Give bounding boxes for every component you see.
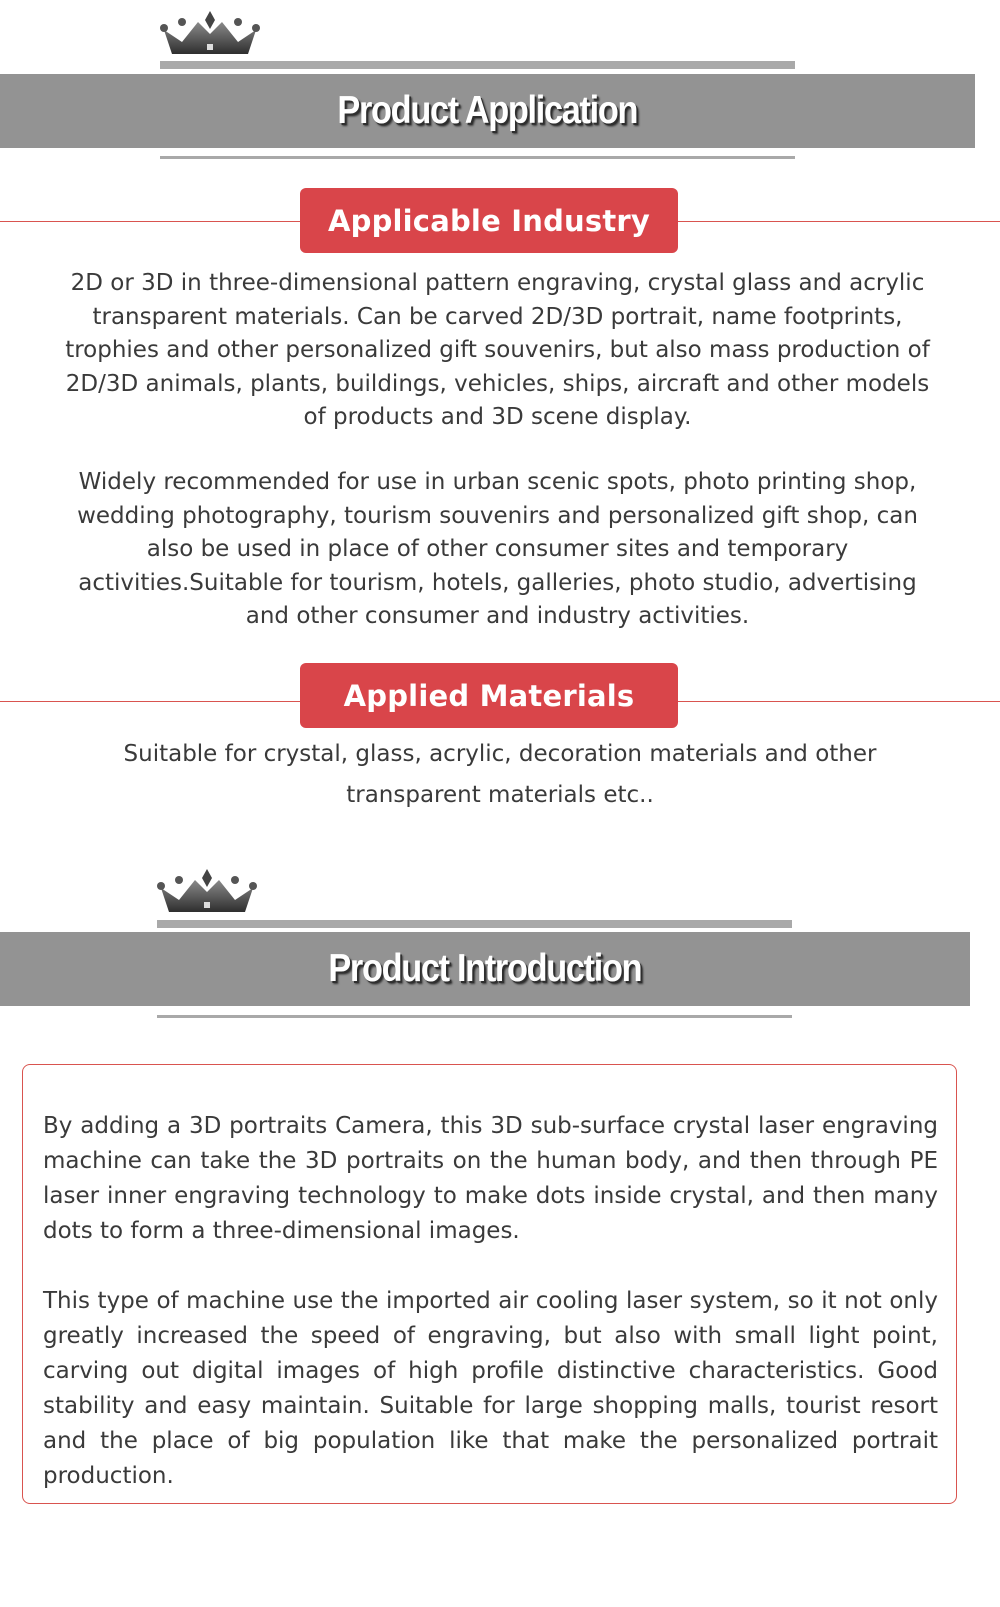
section-banner-application bbox=[0, 74, 975, 148]
applied-materials-label: Applied Materials bbox=[300, 663, 678, 728]
section-title: Product Application bbox=[337, 89, 638, 132]
section-title: Product Introduction bbox=[328, 947, 642, 990]
applicable-industry-label: Applicable Industry bbox=[300, 188, 678, 253]
section-rule-top bbox=[160, 61, 795, 69]
crown-icon bbox=[157, 866, 257, 916]
materials-paragraph: Suitable for crystal, glass, acrylic, decoration materials and other transparent materials etc.. bbox=[123, 741, 877, 808]
section-rule-bottom bbox=[160, 156, 795, 159]
intro-paragraph-1: By adding a 3D portraits Camera, this 3D sub-surface crystal laser engraving machine can take the 3D portraits on the human body, and then through PE laser inner engraving technology to make dots inside crystal, and then many dots to form a three-dimensional images. bbox=[43, 1113, 938, 1244]
section-rule-bottom bbox=[157, 1015, 792, 1018]
crown-icon bbox=[160, 8, 260, 58]
industry-paragraph-2: Widely recommended for use in urban scenic spots, photo printing shop, wedding photography, tourism souvenirs and personalized gift shop, can also be used in place of other consumer sites and temporary activities.Suitable for tourism, hotels, galleries, photo studio, advertising and other consumer and industry activities. bbox=[77, 469, 918, 629]
intro-paragraph-2: This type of machine use the imported air cooling laser system, so it not only greatly increased the speed of engraving, but also with small light point, carving out digital images of high profile distinctive characteristics. Good stability and easy maintain. Suitable for large shopping malls, tourist resort and the place of big population like that make the personalized portrait production. bbox=[43, 1288, 938, 1489]
section-banner-introduction bbox=[0, 932, 970, 1006]
section-rule-top bbox=[157, 920, 792, 928]
industry-paragraph-1: 2D or 3D in three-dimensional pattern engraving, crystal glass and acrylic transparent materials. Can be carved 2D/3D portrait, name footprints, trophies and other personalized gift souvenirs, but also mass production of 2D/3D animals, plants, buildings, vehicles, ships, aircraft and other models of products and 3D scene display. bbox=[65, 270, 930, 430]
